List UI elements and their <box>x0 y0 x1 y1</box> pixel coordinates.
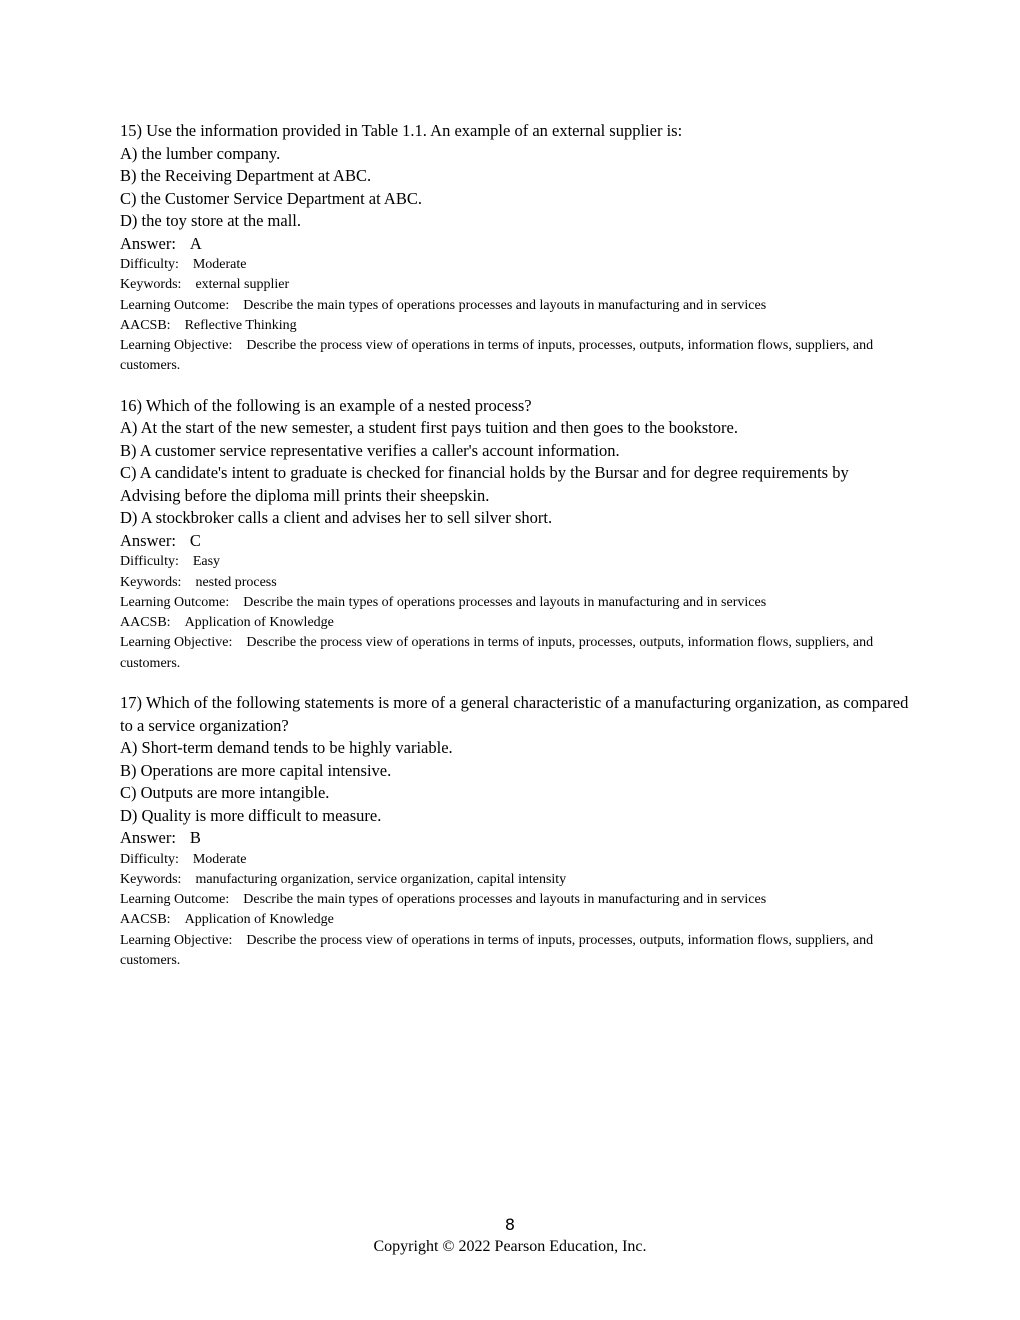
answer-choice: D) the toy store at the mall. <box>120 211 301 230</box>
metadata-line <box>120 336 910 377</box>
metadata-value: Reflective Thinking <box>184 317 297 333</box>
answer-choice: B) A customer service representative verifies a caller's account information. <box>120 440 620 460</box>
metadata-value: Application of Knowledge <box>184 615 334 631</box>
metadata-value: Moderate <box>192 851 247 867</box>
answer-line <box>120 530 910 553</box>
metadata-label: AACSB: <box>120 317 171 333</box>
metadata-line <box>120 316 910 336</box>
answer-label: Answer: <box>120 530 176 550</box>
metadata-label: Learning Outcome: <box>120 892 230 908</box>
answer-choice: A) Short-term demand tends to be highly variable. <box>120 738 453 758</box>
copyright-notice: Copyright © 2022 Pearson Education, Inc. <box>373 1238 647 1255</box>
page-number: 8 <box>504 1215 516 1234</box>
metadata-label: AACSB: <box>120 615 171 631</box>
metadata-value: Application of Knowledge <box>184 912 334 928</box>
answer-choice: D) A stockbroker calls a client and advises her to sell silver short. <box>120 508 553 528</box>
metadata-line <box>120 255 910 275</box>
metadata-label: Learning Objective: <box>120 338 233 354</box>
metadata-line <box>120 613 910 633</box>
metadata-line <box>120 633 910 674</box>
answer-choice: C) Outputs are more intangible. <box>120 783 330 803</box>
metadata-value: Describe the process view of operations in terms of inputs, processes, outputs, information flows, suppliers, and customers. <box>120 932 874 969</box>
metadata-value: external supplier <box>195 277 290 293</box>
metadata-label: Keywords: <box>120 277 182 293</box>
metadata-line <box>120 870 910 890</box>
metadata-line <box>120 552 910 572</box>
metadata-value: Describe the main types of operations processes and layouts in manufacturing and in services <box>243 892 767 908</box>
question-block <box>120 120 910 377</box>
answer-choice: D) Quality is more difficult to measure. <box>120 805 382 825</box>
metadata-line <box>120 296 910 316</box>
answer-value: B <box>189 828 201 848</box>
metadata-line <box>120 910 910 930</box>
metadata-value: nested process <box>195 574 277 590</box>
metadata-value: Describe the main types of operations processes and layouts in manufacturing and in services <box>243 594 767 610</box>
metadata-label: Difficulty: <box>120 851 179 867</box>
metadata-value: Describe the process view of operations in terms of inputs, processes, outputs, information flows, suppliers, and customers. <box>120 338 874 374</box>
answer-label: Answer: <box>120 828 176 848</box>
metadata-label: Learning Outcome: <box>120 297 230 313</box>
answer-value: C <box>189 530 201 550</box>
metadata-label: Learning Objective: <box>120 635 233 651</box>
answer-choice: C) the Customer Service Department at ABC. <box>120 188 422 208</box>
question-stem: 16) Which of the following is an example of a nested process? <box>120 395 532 415</box>
answer-choice: A) the lumber company. <box>120 143 281 163</box>
question-list <box>120 120 910 989</box>
question-stem: 15) Use the information provided in Table 1.1. An example of an external supplier is: <box>120 121 683 140</box>
metadata-line <box>120 573 910 593</box>
answer-choice: A) At the start of the new semester, a student first pays tuition and then goes to the bookstore. <box>120 418 738 438</box>
question-block <box>120 692 910 971</box>
metadata-line <box>120 890 910 910</box>
metadata-line <box>120 931 910 972</box>
metadata-value: Easy <box>192 554 221 570</box>
answer-choice: C) A candidate's intent to graduate is checked for financial holds by the Bursar and for degree requirements by Advising before the diploma mill prints their sheepskin. <box>120 463 849 505</box>
metadata-line <box>120 850 910 870</box>
metadata-label: Difficulty: <box>120 554 179 570</box>
metadata-value: Moderate <box>192 257 247 272</box>
metadata-line <box>120 593 910 613</box>
metadata-label: AACSB: <box>120 912 171 928</box>
answer-value: A <box>189 233 202 253</box>
answer-choice: B) Operations are more capital intensive. <box>120 760 392 780</box>
answer-line <box>120 827 910 850</box>
answer-choice: B) the Receiving Department at ABC. <box>120 166 372 185</box>
metadata-value: Describe the main types of operations processes and layouts in manufacturing and in services <box>243 297 767 313</box>
answer-label: Answer: <box>120 233 176 253</box>
question-stem: 17) Which of the following statements is more of a general characteristic of a manufacturing organization, as compared to a service organization? <box>120 693 909 735</box>
metadata-value: Describe the process view of operations in terms of inputs, processes, outputs, information flows, suppliers, and customers. <box>120 635 874 671</box>
metadata-label: Keywords: <box>120 574 182 590</box>
metadata-line <box>120 275 910 295</box>
metadata-label: Learning Outcome: <box>120 594 230 610</box>
metadata-label: Difficulty: <box>120 257 179 272</box>
answer-line <box>120 233 910 256</box>
question-block <box>120 395 910 674</box>
metadata-label: Learning Objective: <box>120 932 233 948</box>
metadata-value: manufacturing organization, service organization, capital intensity <box>195 871 567 887</box>
metadata-label: Keywords: <box>120 871 182 887</box>
